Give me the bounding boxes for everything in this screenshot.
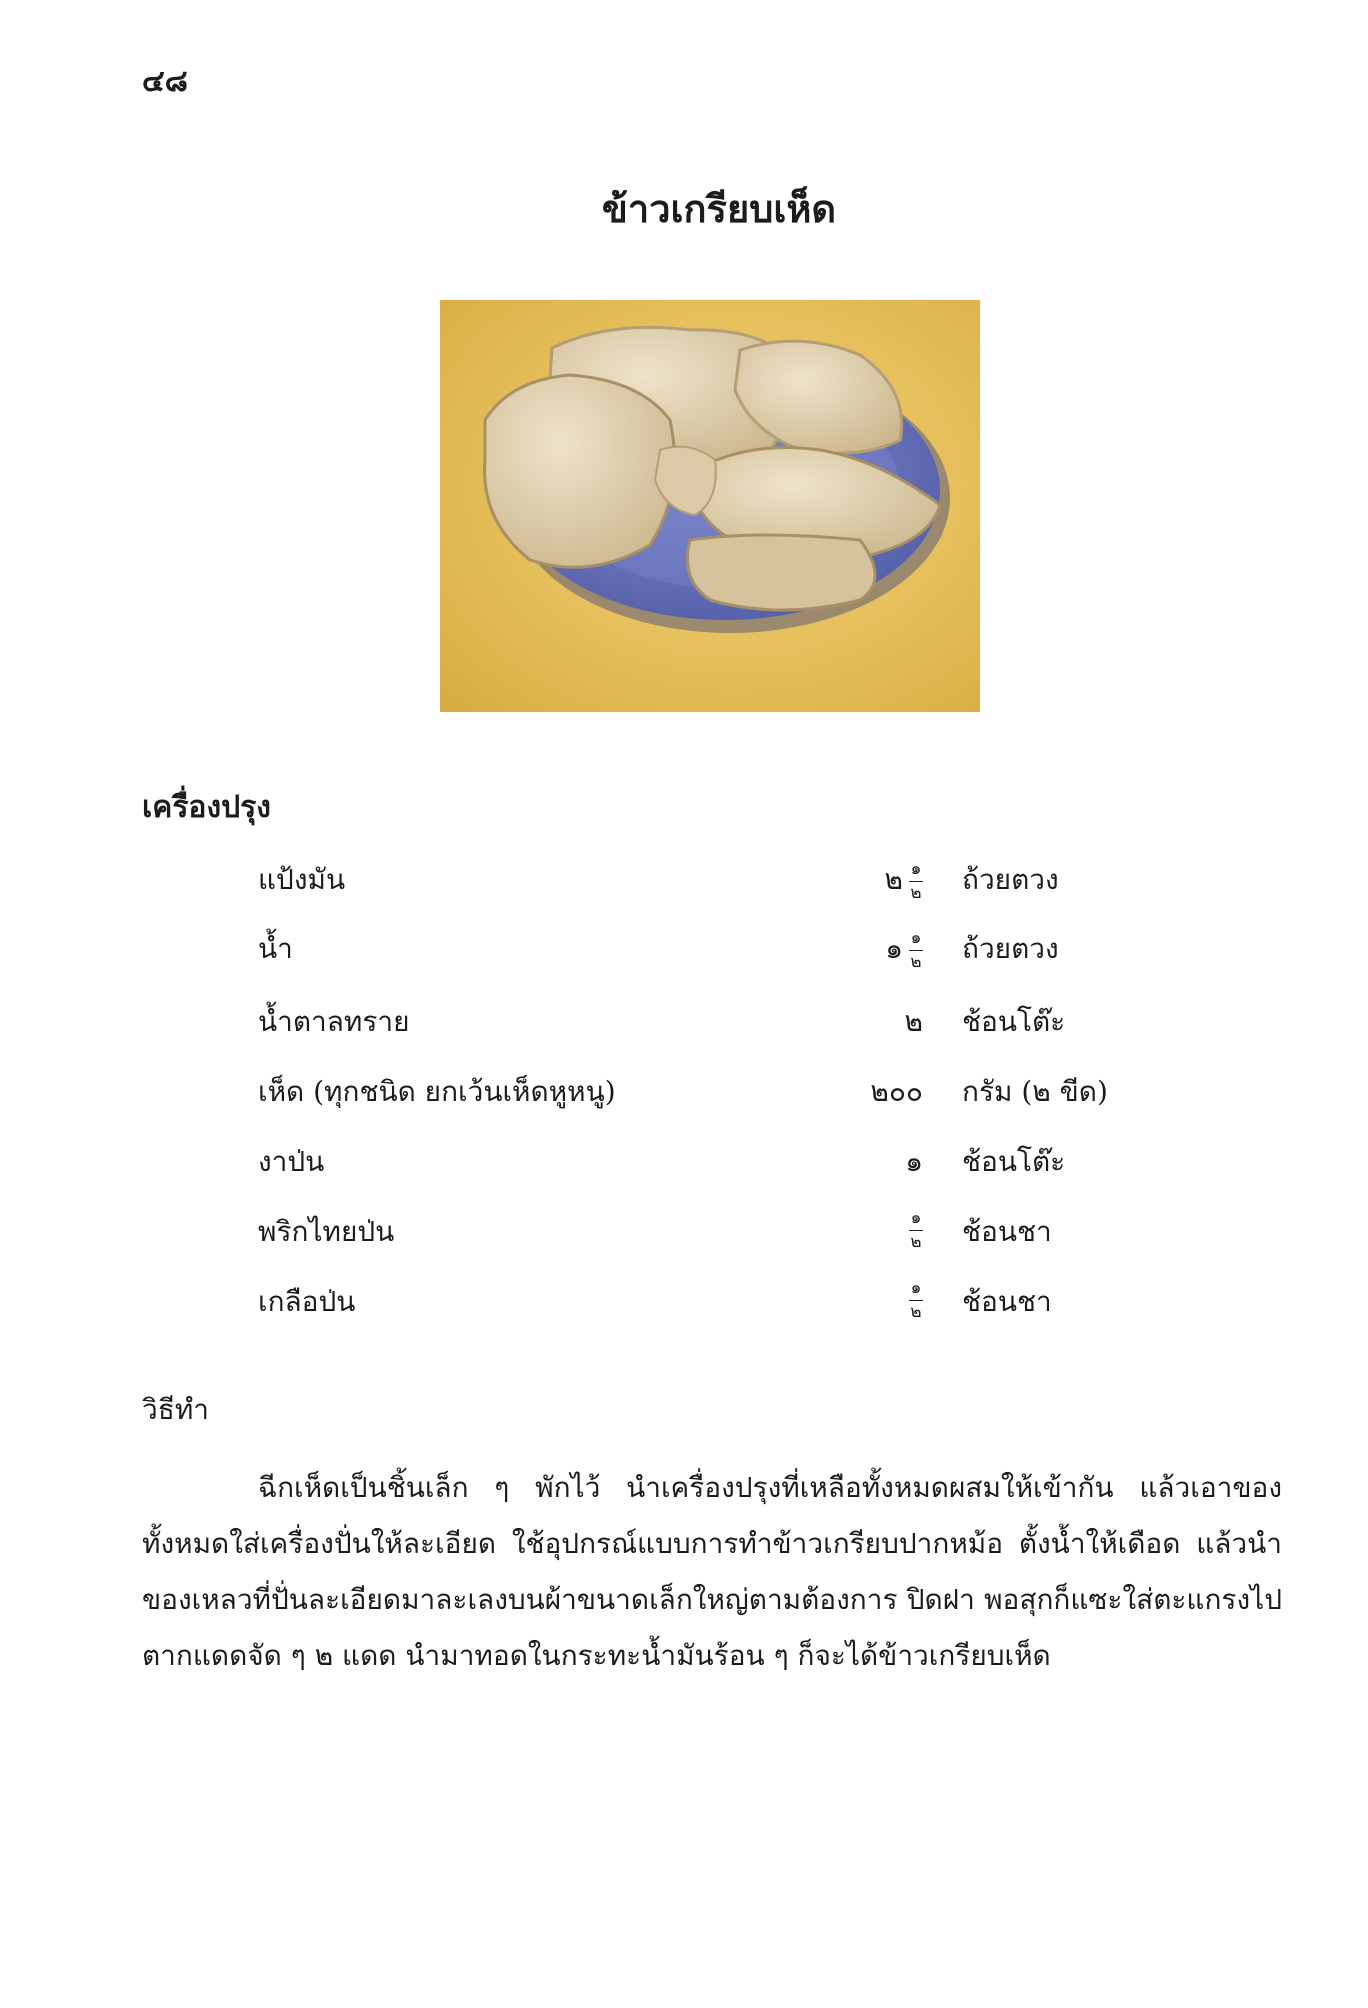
- page-number: ๔๘: [142, 64, 188, 99]
- fraction: $\frac{๑}{๒}$: [910, 1278, 922, 1322]
- ingredient-unit: กรัม (๒ ขีด): [962, 1075, 1108, 1108]
- ingredient-quantity: [903, 1210, 923, 1251]
- ingredient-name: น้ำ: [258, 932, 293, 965]
- ingredient-quantity: ๒๐๐: [870, 1075, 923, 1108]
- ingredient-row: [0, 1280, 1368, 1340]
- recipe-title: ข้าวเกรียบเห็ด: [601, 186, 837, 231]
- fraction: $\frac{๑}{๒}$: [910, 1208, 922, 1252]
- ingredient-row: [0, 1140, 1368, 1200]
- mushroom-cracker-photo: [440, 300, 980, 712]
- fraction: $\frac{๑}{๒}$: [910, 928, 922, 972]
- ingredient-quantity: ๑: [905, 1145, 923, 1178]
- ingredient-unit: ถ้วยตวง: [962, 863, 1059, 896]
- ingredient-unit: ถ้วยตวง: [962, 932, 1059, 965]
- ingredient-row: [0, 1070, 1368, 1130]
- ingredient-quantity: [903, 1280, 923, 1321]
- ingredient-row: [0, 858, 1368, 918]
- ingredient-unit: ช้อนโต๊ะ: [962, 1005, 1066, 1038]
- ingredient-name: แป้งมัน: [258, 863, 346, 896]
- ingredient-quantity: ๒: [904, 1005, 923, 1038]
- ingredient-unit: ช้อนโต๊ะ: [962, 1145, 1066, 1178]
- ingredient-name: งาป่น: [258, 1145, 325, 1178]
- ingredient-quantity: ๑ $\frac{๑}{๒}$: [885, 928, 922, 972]
- ingredient-row: [0, 1210, 1368, 1270]
- ingredient-quantity: ๒ $\frac{๑}{๒}$: [884, 859, 922, 903]
- ingredient-row: [0, 1000, 1368, 1060]
- ingredient-name: เห็ด (ทุกชนิด ยกเว้นเห็ดหูหนู): [258, 1075, 616, 1108]
- ingredient-row: [0, 927, 1368, 987]
- method-heading: วิธีทำ: [142, 1393, 209, 1426]
- ingredient-name: พริกไทยป่น: [258, 1215, 395, 1248]
- method-paragraph: ฉีกเห็ดเป็นชิ้นเล็ก ๆ พักไว้ นำเครื่องปรุงที่เหลือทั้งหมดผสมให้เข้ากัน แล้วเอาของทั้งหมดใส่เครื่องปั่นให้ละเอียด ใช้อุปกรณ์แบบการทำข้าวเกรียบปากหม้อ ตั้งน้ำให้เดือด แล้วนำของเหลวที่ปั่นละเอียดมาละเลงบนผ้าขนาดเล็กใหญ่ตามต้องการ ปิดฝา พอสุกก็แซะใส่ตะแกรงไปตากแดดจัด ๆ ๒ แดด นำมาทอดในกระทะน้ำมันร้อน ๆ ก็จะได้ข้าวเกรียบเห็ด: [142, 1471, 1282, 1672]
- ingredient-unit: ช้อนชา: [962, 1285, 1052, 1318]
- ingredient-unit: ช้อนชา: [962, 1215, 1052, 1248]
- fraction: $\frac{๑}{๒}$: [910, 859, 922, 903]
- ingredient-name: น้ำตาลทราย: [258, 1005, 410, 1038]
- ingredients-heading: เครื่องปรุง: [142, 790, 271, 825]
- ingredient-name: เกลือป่น: [258, 1285, 356, 1318]
